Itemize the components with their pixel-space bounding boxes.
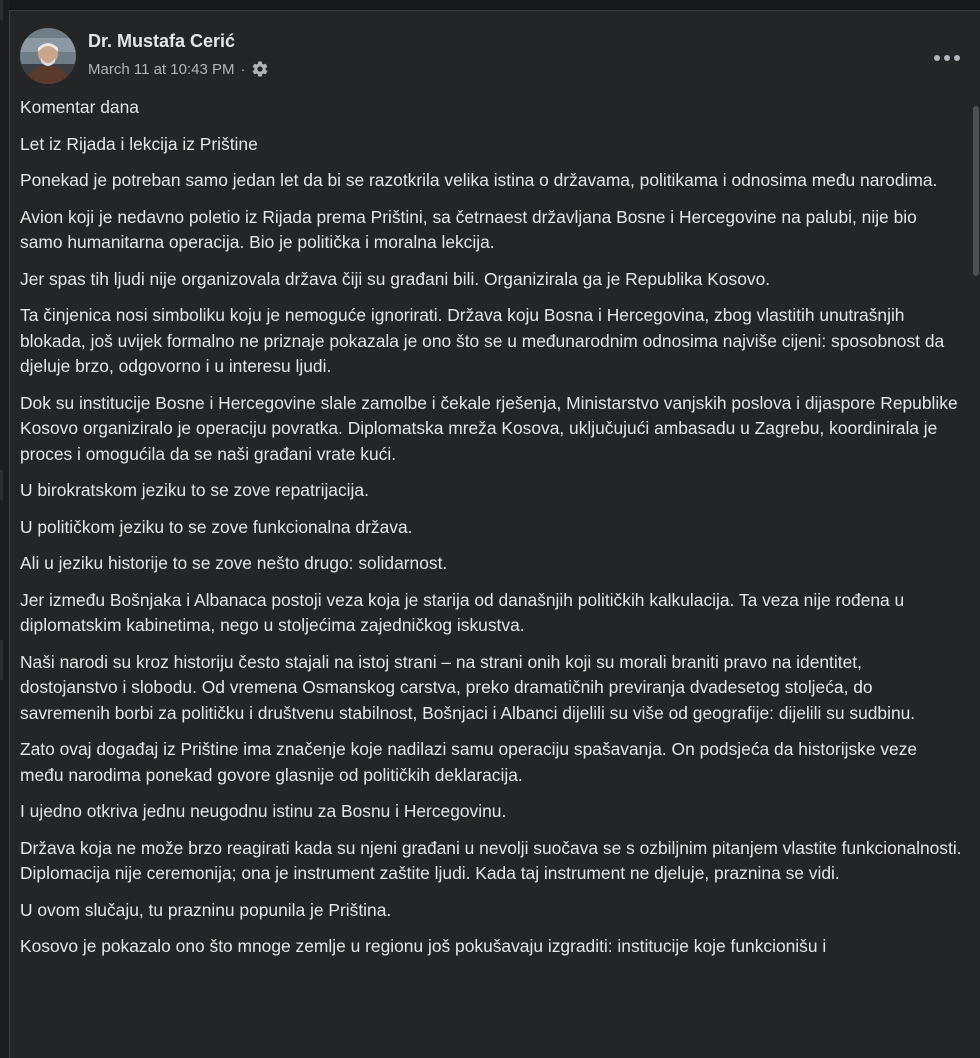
paragraph: Naši narodi su kroz historiju često stajali na istoj strani – na strani onih koji su morali braniti pravo na identitet, dostojanstvo i slobodu. Od vremena Osmanskog carstva, preko dramatičnih previranja dvadesetog stoljeća, do savremenih borbi za političku i društvenu stabilnost, Bošnjaci i Albanci dijelili su više od geografije: dijelili su sudbinu. bbox=[20, 651, 916, 723]
paragraph: Jer između Bošnjaka i Albanaca postoji veza koja je starija od današnjih političkih kalkulacija. Ta veza nije rođena u diplomatskim kabinetima, nego u stoljećima zajedničkog iskustva. bbox=[20, 589, 905, 635]
page-left-edge bbox=[0, 0, 9, 1058]
paragraph: Dok su institucije Bosne i Hercegovine slale zamolbe i čekale rješenja, Ministarstvo vanjskih poslova i dijaspore Republike Kosovo organiziralo je operaciju povratka. Diplomatska mreža Kosova, uključujući ambasadu u Zagrebu, koordinirala je proces i omogućila da se naši građani vrate kući. bbox=[20, 392, 958, 464]
paragraph: U birokratskom jeziku to se zove repatrijacija. bbox=[20, 480, 369, 500]
paragraph: I ujedno otkriva jednu neugodnu istinu za Bosnu i Hercegovinu. bbox=[20, 801, 507, 821]
post-timestamp[interactable]: March 11 at 10:43 PM bbox=[88, 60, 235, 78]
paragraph: Zato ovaj događaj iz Prištine ima značenje koje nadilazi samu operaciju spašavanja. On podsjeća da historijske veze među narodima ponekad govore glasnije od političkih deklaracija. bbox=[20, 739, 918, 785]
paragraph: Let iz Rijada i lekcija iz Prištine bbox=[20, 133, 258, 154]
facebook-post bbox=[9, 10, 980, 1058]
paragraph: Ta činjenica nosi simboliku koju je nemoguće ignorirati. Država koju Bosna i Hercegovina, zbog vlastitih unutrašnjih blokada, još uvijek formalno ne priznaje pokazala je ono što se u međunarodnim odnosima najviše cijeni: sposobnost da djeluje brzo, odgovorno i u interesu ljudi. bbox=[20, 305, 945, 376]
paragraph: Jer spas tih ljudi nije organizovala država čiji su građani bili. Organizirala ga je Republika Kosovo. bbox=[20, 268, 771, 289]
gear-icon[interactable] bbox=[251, 60, 269, 78]
paragraph: U ovom slučaju, tu prazninu popunila je Priština. bbox=[20, 899, 392, 920]
paragraph: Ali u jeziku historije to se zove nešto drugo: solidarnost. bbox=[20, 553, 448, 573]
more-options-icon[interactable] bbox=[932, 48, 962, 68]
avatar-photo bbox=[20, 28, 76, 84]
paragraph: Komentar dana bbox=[20, 97, 139, 117]
scrollbar-thumb[interactable] bbox=[973, 106, 979, 276]
scrollbar[interactable] bbox=[971, 11, 980, 1058]
paragraph: Ponekad je potreban samo jedan let da bi se razotkrila velika istina o državama, politikama i odnosima među narodima. bbox=[20, 170, 938, 190]
paragraph: Država koja ne može brzo reagirati kada su njeni građani u nevolji suočava se s ozbiljnim pitanjem vlastite funkcionalnosti. Diplomacija nije ceremonija; ona je instrument zaštite ljudi. Kada taj instrument ne djeluje, praznina se vidi. bbox=[20, 837, 962, 883]
post-header bbox=[20, 28, 980, 86]
avatar[interactable] bbox=[20, 28, 76, 84]
post-meta bbox=[88, 60, 269, 78]
author-name[interactable]: Dr. Mustafa Cerić bbox=[88, 31, 236, 51]
paragraph: U političkom jeziku to se zove funkcionalna država. bbox=[20, 516, 413, 537]
post-body bbox=[20, 95, 962, 971]
paragraph: Kosovo je pokazalo ono što mnoge zemlje u regionu još pokušavaju izgraditi: institucije koje funkcionišu i bbox=[20, 936, 827, 956]
meta-separator: · bbox=[240, 60, 246, 78]
paragraph: Avion koji je nedavno poletio iz Rijada prema Prištini, sa četrnaest državljana Bosne i Hercegovine na palubi, nije bio samo humanitarna operacija. Bio je politička i moralna lekcija. bbox=[20, 206, 917, 252]
